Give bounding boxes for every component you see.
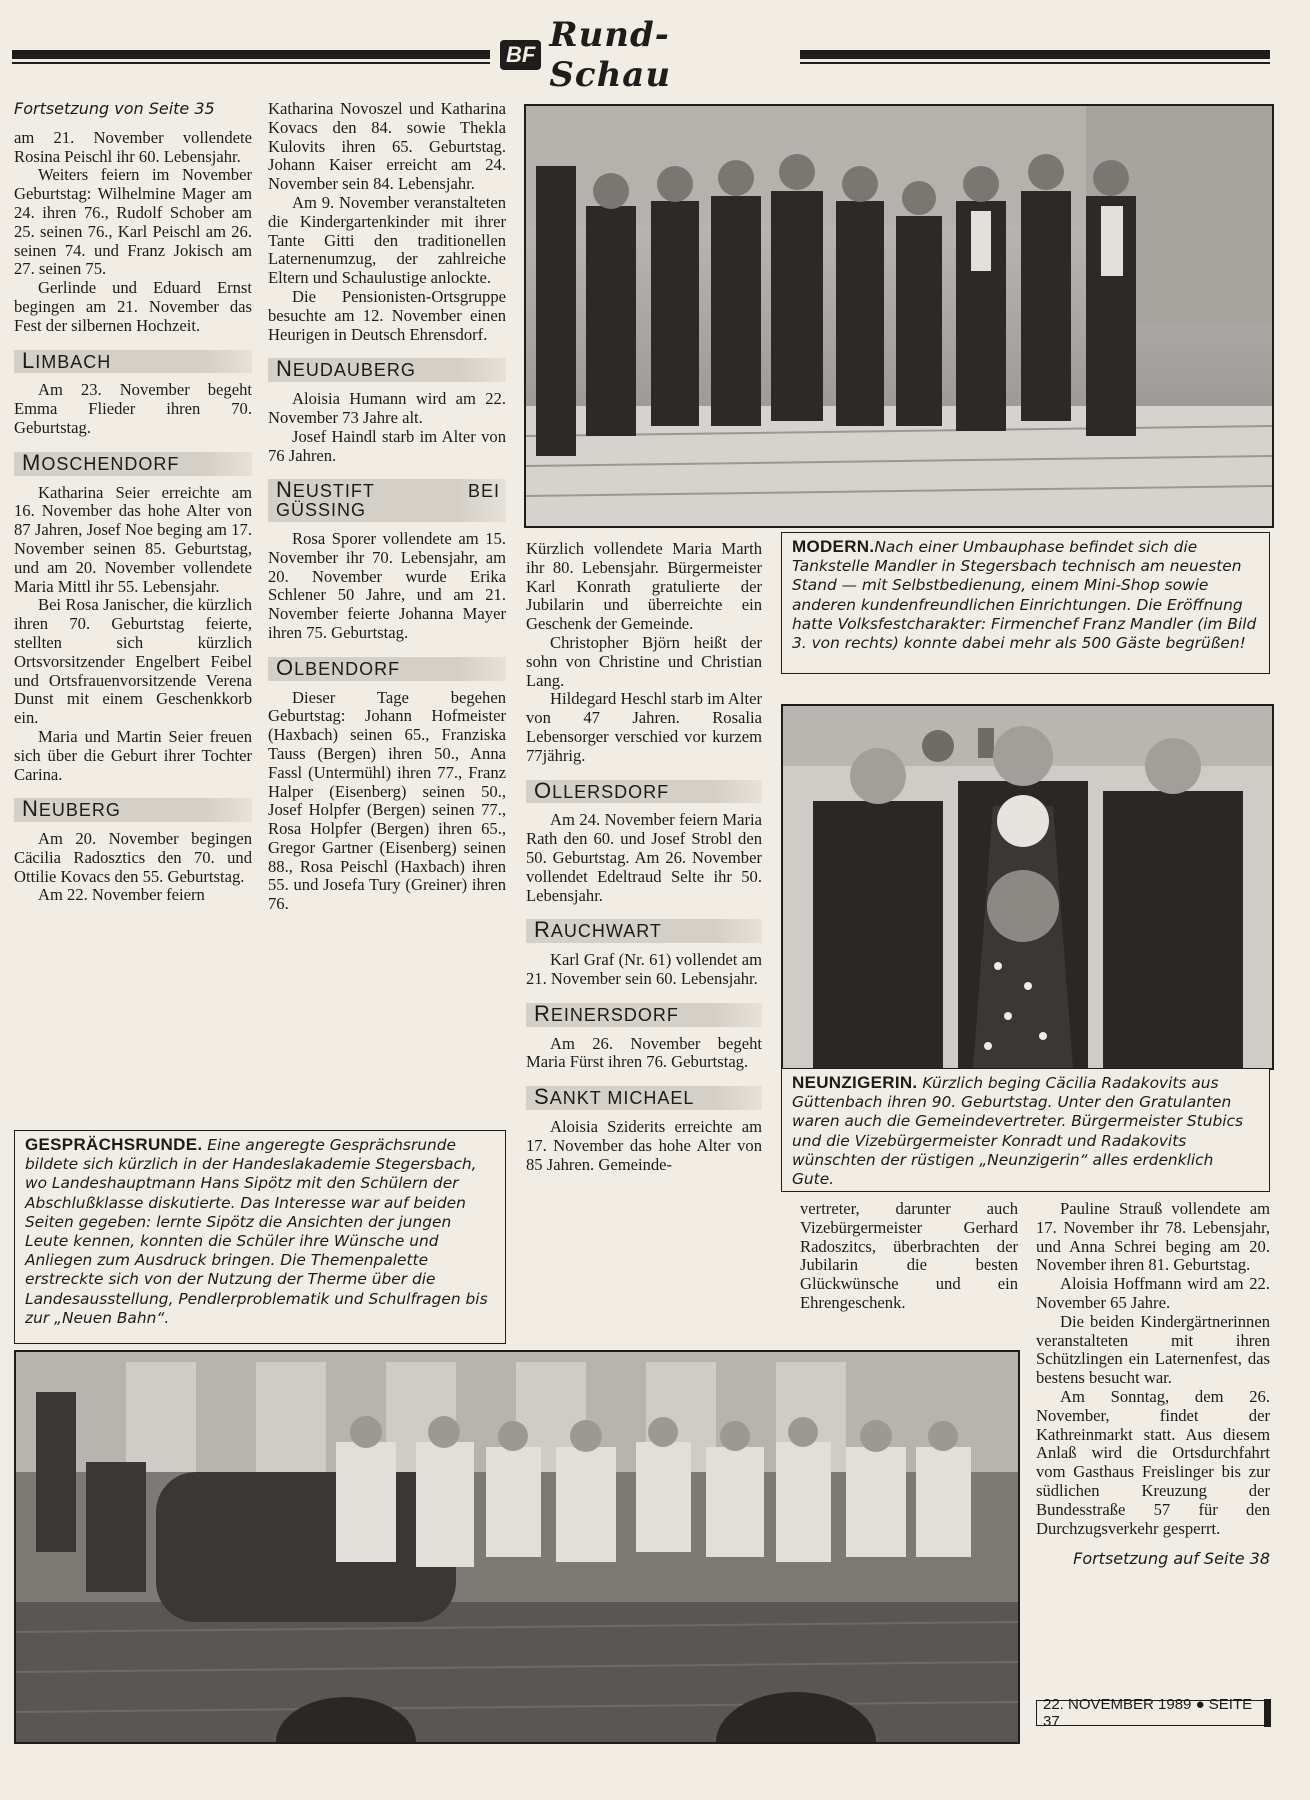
- paragraph: Weiters feiern im November Geburtstag: Wilhelmine Mager am 24. ihren 76., Rudolf Schober am 25. seinen 76., Karl Peischl am 26. seinen 74. und Franz Jokisch am 27. seinen 75.: [14, 165, 252, 279]
- photo-graphic: [526, 106, 1272, 526]
- paragraph: vertreter, darunter auch Vizebürgermeister Gerhard Radoszitcs, überbrachten der Jubilarin die besten Glückwünsche und ein Ehrengeschenk.: [800, 1199, 1018, 1312]
- paragraph: Am 26. November begeht Maria Fürst ihren 76. Geburtstag.: [526, 1033, 762, 1072]
- masthead-rule-left: [12, 50, 490, 59]
- caption-lead: MODERN.: [792, 537, 875, 556]
- paragraph: Rosa Sporer vollendete am 15. November ihr 70. Lebensjahr, am 20. November wurde Erika Schlener 50 Jahre, und am 21. November feierte Johanna Mayer ihren 75. Geburtstag.: [268, 528, 506, 642]
- heading-moschendorf: MOSCHENDORF: [14, 452, 252, 476]
- paragraph: Josef Haindl starb im Alter von 76 Jahren.: [268, 426, 506, 465]
- caption-neunzigerin: [781, 1068, 1270, 1192]
- masthead-rule-right: [800, 50, 1270, 59]
- photo-tankstelle-opening: [524, 104, 1274, 528]
- paragraph: Karl Graf (Nr. 61) vollendet am 21. November sein 60. Lebensjahr.: [526, 950, 762, 988]
- paragraph: Katharina Seier erreichte am 16. November das hohe Alter von 87 Jahren, Josef Noe beging am 17. November seinen 85. Geburtstag, und am 20. November vollendete Maria Mittl ihr 55. Lebensjahr.: [14, 482, 252, 596]
- column-1: [14, 100, 252, 905]
- heading-sankt-michael: SANKT MICHAEL: [526, 1086, 762, 1110]
- paragraph: Kürzlich vollendete Maria Marth ihr 80. Lebensjahr. Bürgermeister Karl Konrath gratulierte der Jubilarin und überreichte ein Geschenk der Gemeinde.: [526, 539, 762, 634]
- paragraph: Aloisia Humann wird am 22. November 73 Jahre alt.: [268, 389, 506, 427]
- paragraph: Die Pensionisten-Ortsgruppe besuchte am 12. November einen Heurigen in Deutsch Ehrensdorf.: [268, 286, 506, 344]
- paragraph: Am 20. November begingen Cäcilia Radosztics den 70. und Ottilie Kovacs den 55. Geburtstag.: [14, 829, 252, 886]
- heading-reinersdorf: REINERSDORF: [526, 1003, 762, 1027]
- photo-neunzigerin: [781, 704, 1274, 1070]
- heading-ollersdorf: OLLERSDORF: [526, 780, 762, 804]
- paragraph: am 21. November vollendete Rosina Peischl ihr 60. Lebensjahr.: [14, 127, 252, 166]
- heading-neudauberg: NEUDAUBERG: [268, 358, 506, 382]
- caption-lead: NEUNZIGERIN.: [792, 1073, 918, 1092]
- caption-text: Eine angeregte Gesprächsrunde bildete sich kürzlich in der Handeslakademie Stegersbach, wo Landeshauptmann Hans Sipötz mit den Schülern der Abschlußklasse diskutierte. Das Interesse war auf beiden Seiten gegeben: lernte Sipötz die Ansichten der jungen Leute kennen, konnten die Schüler ihre Wünsche und Anliegen zum Ausdruck bringen. Die Themenpalette erstreckte sich von der Nutzung der Therme über die Landesausstellung, Pendlerproblematik und Schulfragen bis zur „Neuen Bahn“.: [25, 1136, 488, 1327]
- caption-text: Kürzlich beging Cäcilia Radakovits aus Güttenbach ihren 90. Geburtstag. Unter den Gratulanten waren auch die Gemeindevertreter. Bürgermeister Stubics und die Vizebürgermeister Konradt und Radakovits wünschten der rüstigen „Neunzigerin“ alles erdenklich Gute.: [792, 1074, 1243, 1189]
- paragraph: Die beiden Kindergärtnerinnen veranstalteten mit ihren Schützlingen ein Laternenfest, das bestens besucht war.: [1036, 1311, 1270, 1388]
- continued-to: Fortsetzung auf Seite 38: [1073, 1549, 1270, 1569]
- caption-gespraechsrunde: [14, 1130, 506, 1344]
- paragraph: Gerlinde und Eduard Ernst begingen am 21. November das Fest der silbernen Hochzeit.: [14, 278, 252, 335]
- heading-olbendorf: OLBENDORF: [268, 657, 506, 681]
- heading-limbach: LIMBACH: [14, 350, 252, 374]
- paragraph: Am 24. November feiern Maria Rath den 60. und Josef Strobl den 50. Geburtstag. Am 26. November vollendet Edeltraud Selte ihr 50. Lebensjahr.: [526, 810, 762, 905]
- caption-text: Nach einer Umbauphase befindet sich die Tankstelle Mandler in Stegersbach technisch am neuesten Stand — mit Selbstbedienung, einem Mini-Shop sowie anderen kundenfreundlichen Einrichtungen. Die Eröffnung hatte Volksfestcharakter: Firmenchef Franz Mandler (im Bild 3. von rechts) konnte dabei mehr als 500 Gäste begrüßen!: [792, 538, 1257, 653]
- paragraph: Hildegard Heschl starb im Alter von 47 Jahren. Rosalia Lebensorger verschied vor kurzem 77jährig.: [526, 689, 762, 765]
- paragraph: Am 23. November begeht Emma Flieder ihren 70. Geburtstag.: [14, 380, 252, 437]
- heading-rauchwart: RAUCHWART: [526, 919, 762, 943]
- photo-graphic: [783, 706, 1272, 1068]
- paragraph: Aloisia Sziderits erreichte am 17. November das hohe Alter von 85 Jahren. Gemeinde-: [526, 1116, 762, 1174]
- footer-date-page: [1036, 1696, 1270, 1730]
- logo-abbr: BF: [500, 40, 541, 70]
- paragraph: Aloisia Hoffmann wird am 22. November 65 Jahre.: [1036, 1274, 1270, 1312]
- photo-gespraechsrunde: [14, 1350, 1020, 1744]
- paragraph: Bei Rosa Janischer, die kürzlich ihren 70. Geburtstag feierte, stellten sich kürzlich Ortsvorsitzender Engelbert Feibel und Ortsfrauenvorsitzende Verena Dunst mit einem Geschenkkorb ein.: [14, 595, 252, 728]
- caption-lead: GESPRÄCHSRUNDE.: [25, 1135, 203, 1154]
- column-3: [526, 540, 762, 1174]
- paragraph: Katharina Novoszel und Katharina Kovacs den 84. sowie Thekla Kulovits ihren 65. Geburtstag. Johann Kaiser erreicht am 24. November sein 84. Lebensjahr.: [268, 99, 506, 194]
- paragraph: Christopher Björn heißt der sohn von Christine und Christian Lang.: [526, 632, 762, 690]
- paragraph: Pauline Strauß vollendete am 17. November ihr 78. Lebensjahr, und Anna Schrei beging am 20. November ihren 81. Geburtstag.: [1036, 1199, 1270, 1275]
- paragraph: Maria und Martin Seier freuen sich über die Geburt ihrer Tochter Carina.: [14, 726, 252, 784]
- paragraph: Am 22. November feiern: [38, 885, 205, 905]
- caption-modern: [781, 532, 1270, 674]
- paragraph: Am 9. November veranstalteten die Kindergartenkinder mit ihrer Tante Gitti den traditionellen Laternenumzug, der zahlreiche Eltern und Schaulustige anlockte.: [268, 192, 506, 288]
- footer-marker: [1264, 1699, 1271, 1727]
- footer-text: 22. NOVEMBER 1989 ● SEITE 37: [1043, 1696, 1253, 1730]
- masthead-logo: [500, 15, 790, 95]
- column-4: [800, 1200, 1018, 1313]
- heading-neuberg: NEUBERG: [14, 798, 252, 822]
- section-title: Rund-Schau: [549, 15, 672, 95]
- paragraph: Dieser Tage begehen Geburtstag: Johann Hofmeister (Haxbach) seinen 65., Franziska Tauss (Bergen) ihren 50., Anna Fassl (Untermühl) ihren 77., Franz Halper (Eisenberg) seinen 50., Josef Holpfer (Bergen) seinen 77., Rosa Holpfer (Bergen) ihren 65., Gregor Gartner (Eisenberg) seinen 88., Rosa Peischl (Haxbach) ihren 55. und Josefa Tury (Greiner) ihren 76.: [268, 687, 506, 914]
- paragraph: Am Sonntag, dem 26. November, findet der Kathreinmarkt statt. Aus diesem Anlaß wird die Ortsdurchfahrt vom Gasthaus Freislinger bis zur südlichen Kreuzung der Bundesstraße 57 für den Durchzugsverkehr gesperrt.: [1036, 1386, 1270, 1538]
- column-5: [1036, 1200, 1270, 1579]
- photo-graphic: [16, 1352, 1018, 1742]
- continued-from: Fortsetzung von Seite 35: [14, 99, 215, 118]
- column-2: [268, 100, 506, 914]
- heading-neustift: NEUSTIFT BEI GÜSSING: [268, 479, 506, 522]
